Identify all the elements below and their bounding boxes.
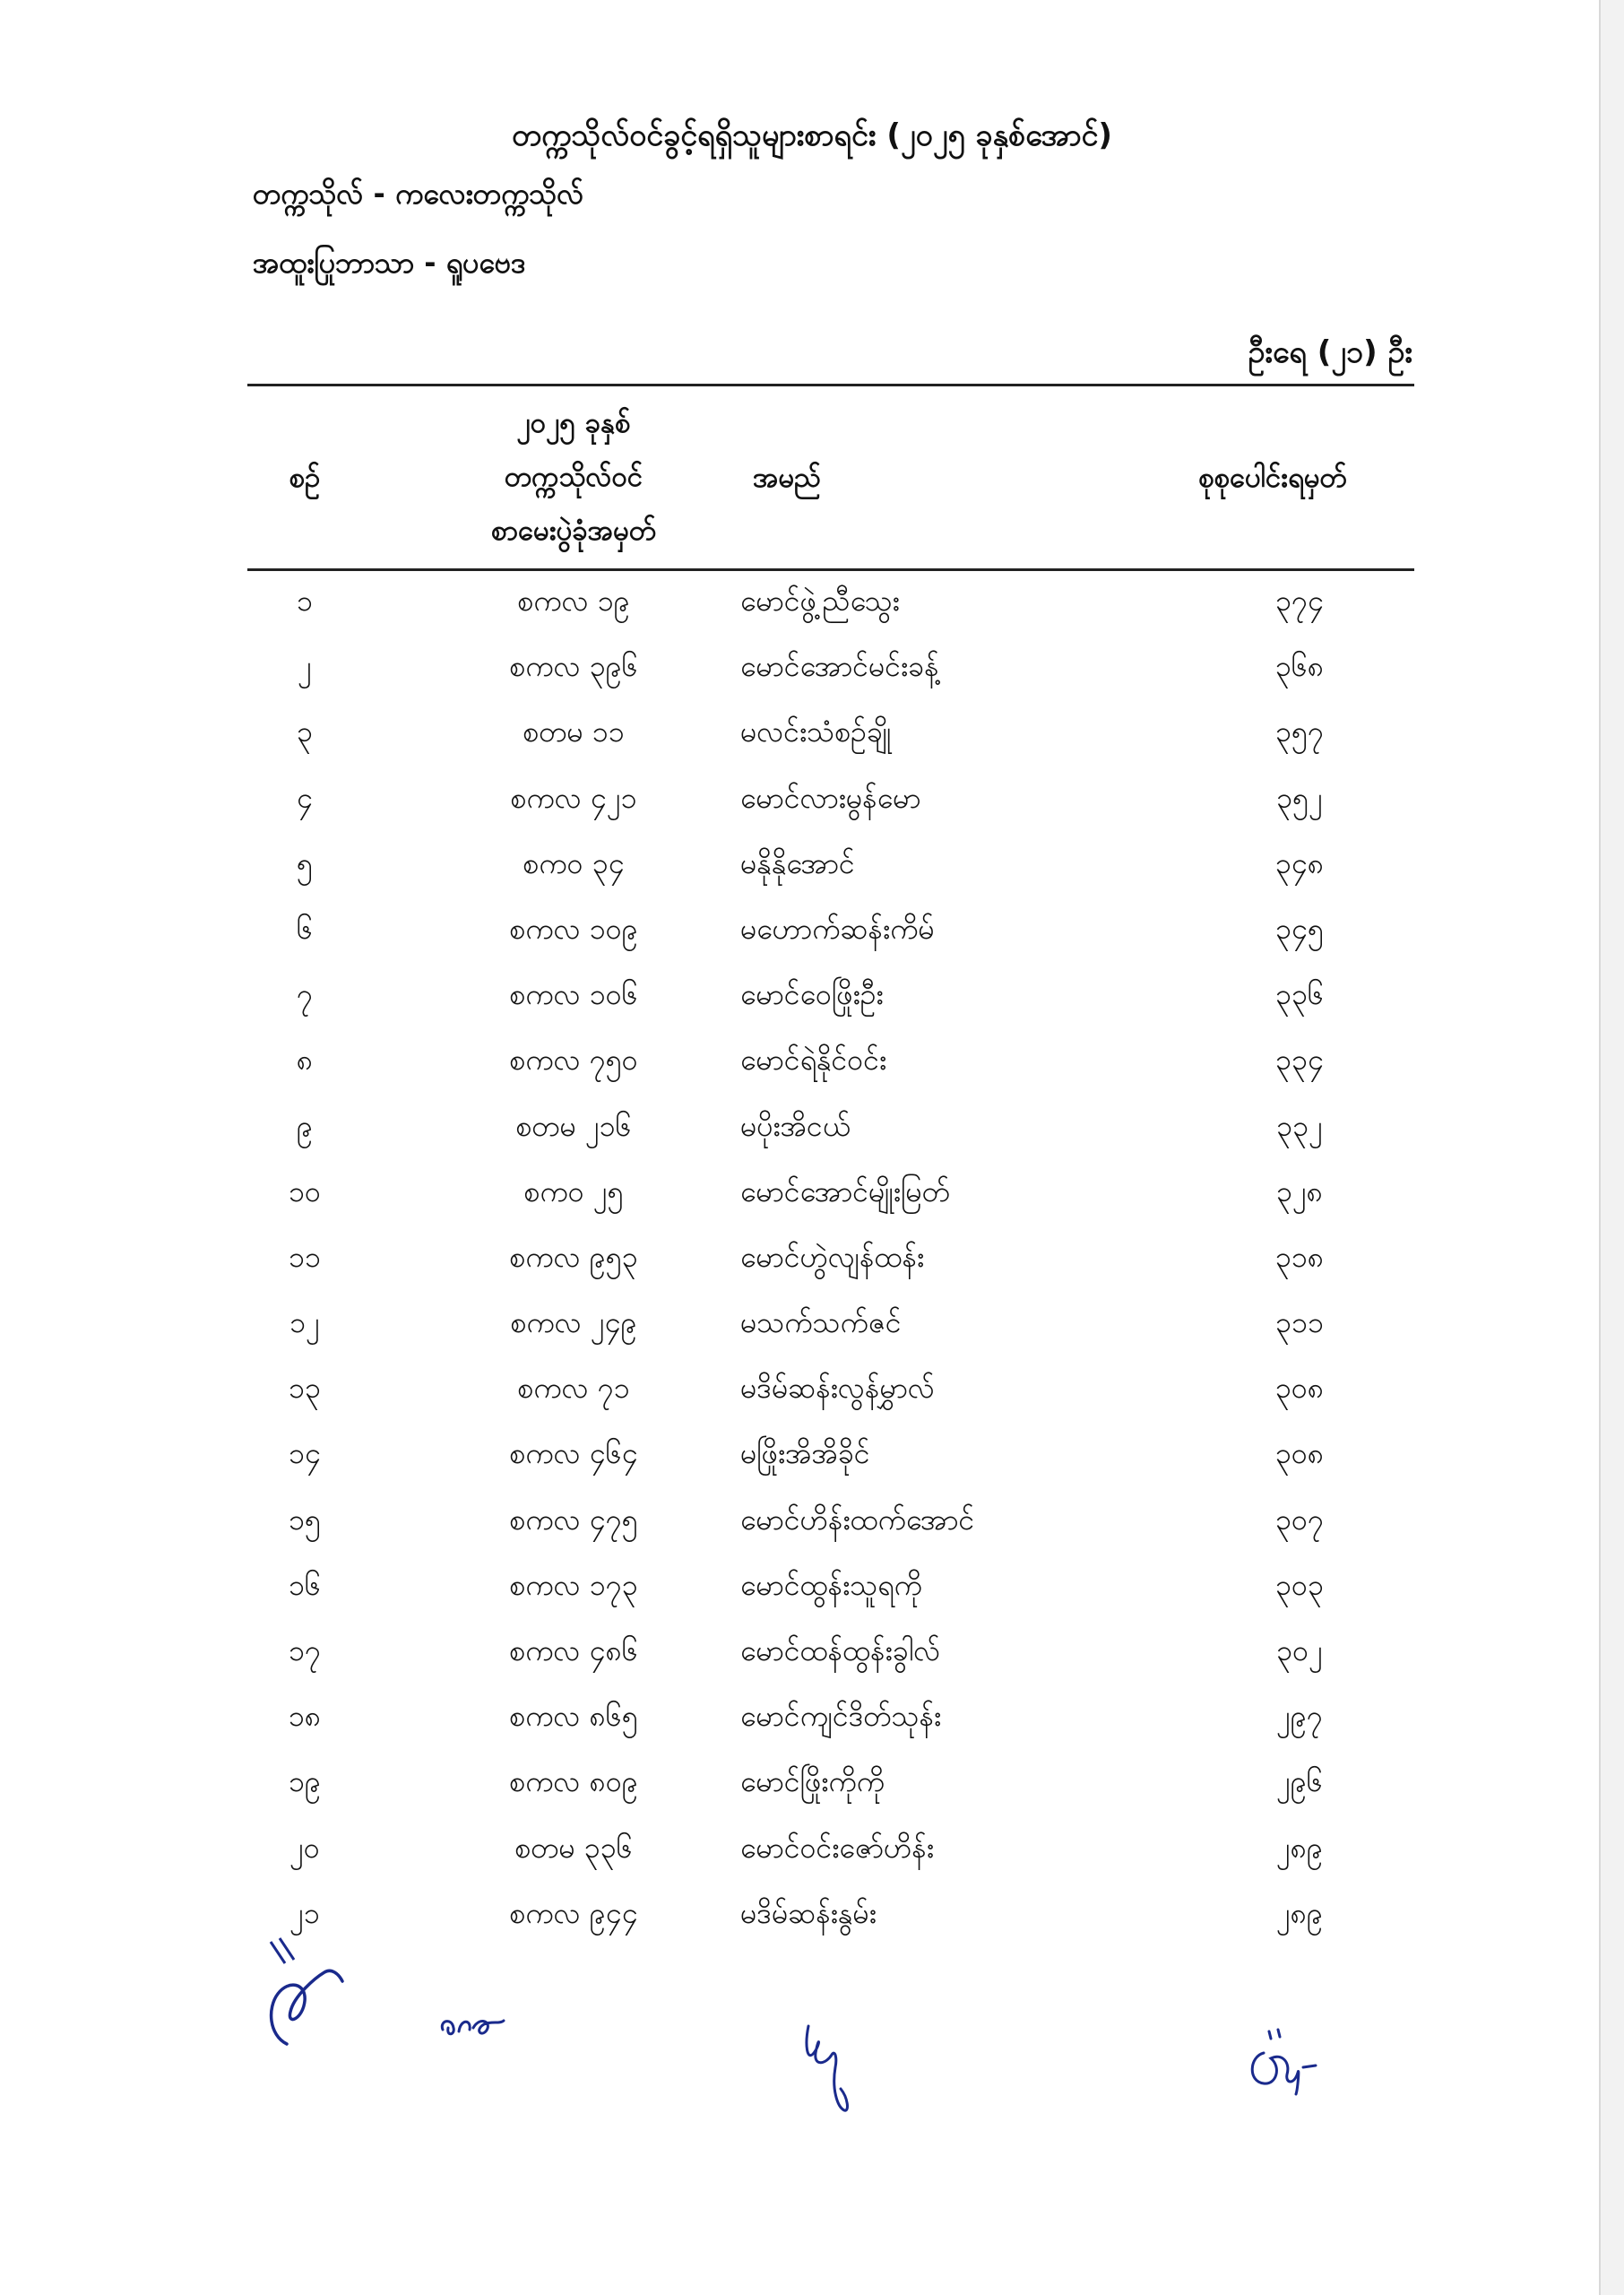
cell-marks: ၃၇၄ bbox=[1275, 584, 1324, 618]
university-line: တက္ကသိုလ် - ကလေးတက္ကသိုလ် bbox=[253, 177, 584, 211]
cell-roll: စကလ ၄၂၁ bbox=[510, 780, 637, 815]
table-row bbox=[0, 1563, 1624, 1629]
cell-roll: စကလ ၁၀၆ bbox=[509, 977, 638, 1012]
cell-marks: ၃၃၆ bbox=[1275, 977, 1324, 1012]
cell-name: မောင်အောင်မင်းခန့် bbox=[740, 649, 939, 684]
table-row bbox=[0, 907, 1624, 973]
cell-marks: ၃၃၄ bbox=[1275, 1043, 1324, 1078]
cell-roll: စတမ ၃၃၆ bbox=[514, 1830, 633, 1865]
table-row bbox=[0, 1432, 1624, 1497]
header-marks: စုစုပေါင်းရမှတ် bbox=[1198, 462, 1347, 494]
cell-name: မောင်ဝေဖြိုးဦး bbox=[740, 977, 884, 1012]
cell-no: ၁၃ bbox=[289, 1371, 321, 1406]
cell-no: ၁၀ bbox=[289, 1173, 321, 1208]
cell-roll: စကလ ၇၅၀ bbox=[509, 1043, 638, 1078]
cell-marks: ၂၈၉ bbox=[1276, 1895, 1323, 1930]
cell-roll: စကလ ၇၁ bbox=[517, 1371, 630, 1406]
subject-line: အထူးပြုဘာသာ - ရူပဗေဒ bbox=[253, 246, 526, 280]
cell-marks: ၃၆၈ bbox=[1274, 649, 1325, 684]
signature-2 bbox=[437, 2008, 509, 2044]
cell-roll: စကလ ၉၄၄ bbox=[509, 1895, 638, 1930]
table-row bbox=[0, 776, 1624, 842]
table-row bbox=[0, 1629, 1624, 1694]
cell-name: မဖြိုးအိအိခိုင် bbox=[740, 1436, 870, 1471]
cell-no: ၁၄ bbox=[289, 1436, 321, 1471]
cell-no: ၆ bbox=[297, 911, 313, 946]
cell-no: ၃ bbox=[297, 714, 313, 749]
cell-name: မောင်ရဲနိုင်ဝင်း bbox=[740, 1043, 887, 1078]
header-roll-line2: တက္ကသိုလ်ဝင် bbox=[504, 461, 644, 493]
cell-roll: စကလ ၁၀၉ bbox=[509, 911, 638, 946]
cell-no: ၇ bbox=[297, 977, 313, 1012]
table-row bbox=[0, 973, 1624, 1038]
cell-roll: စကလ ၉၅၃ bbox=[509, 1239, 638, 1274]
cell-name: မောင်ဖြိုးကိုကို bbox=[740, 1764, 885, 1799]
cell-roll: စကဝ ၃၄ bbox=[523, 845, 625, 880]
cell-no: ၈ bbox=[296, 1043, 314, 1078]
cell-marks: ၃၄၈ bbox=[1274, 845, 1325, 880]
cell-marks: ၃၀၈ bbox=[1274, 1436, 1325, 1471]
table-row bbox=[0, 1235, 1624, 1301]
cell-marks: ၃၄၅ bbox=[1275, 911, 1324, 946]
cell-name: မောင်အောင်မျိုးမြတ် bbox=[740, 1173, 950, 1208]
cell-roll: စကဝ ၂၅ bbox=[523, 1173, 624, 1208]
cell-no: ၂၁ bbox=[289, 1895, 320, 1930]
cell-no: ၁၈ bbox=[288, 1699, 322, 1734]
cell-name: မောင်ထွန်းသူရကို bbox=[740, 1567, 922, 1602]
signature-4 bbox=[1244, 2026, 1325, 2098]
cell-name: မလင်းသံစဉ်ချို bbox=[740, 714, 892, 749]
cell-no: ၁၇ bbox=[289, 1633, 321, 1667]
table-header-rule bbox=[247, 568, 1414, 571]
cell-name: မောင်ဟိန်းထက်အောင် bbox=[740, 1502, 975, 1537]
table-row bbox=[0, 1760, 1624, 1825]
cell-roll: စကလ ၂၄၉ bbox=[510, 1305, 637, 1340]
table-row bbox=[0, 1892, 1624, 1957]
table-row bbox=[0, 1104, 1624, 1170]
cell-name: မဟောက်ဆန်းကိမ် bbox=[740, 911, 935, 946]
cell-roll: စကလ ၄၆၄ bbox=[509, 1436, 638, 1471]
cell-no: ၂ bbox=[298, 649, 312, 684]
cell-marks: ၂၉၇ bbox=[1276, 1699, 1323, 1734]
cell-marks: ၃၁၈ bbox=[1274, 1239, 1325, 1274]
cell-no: ၁၂ bbox=[289, 1305, 320, 1340]
table-body bbox=[0, 579, 1624, 1957]
cell-name: မသက်သက်ဇင် bbox=[740, 1305, 902, 1340]
cell-roll: စကလ ၄၈၆ bbox=[509, 1633, 638, 1667]
table-row bbox=[0, 1170, 1624, 1235]
cell-name: မောင်ဟွဲလျန်ထန်း bbox=[740, 1239, 925, 1274]
cell-no: ၁ bbox=[297, 584, 313, 618]
document-title: တက္ကသိုလ်ဝင်ခွင့်ရရှိသူများစာရင်း (၂၀၂၅ ခုနှစ်အောင်) bbox=[512, 117, 1112, 153]
table-row bbox=[0, 1366, 1624, 1432]
cell-name: မောင်ဝင်းဇော်ဟိန်း bbox=[740, 1830, 934, 1865]
table-row bbox=[0, 1301, 1624, 1366]
cell-marks: ၃၀၂ bbox=[1276, 1633, 1323, 1667]
cell-roll: စကလ ၈၀၉ bbox=[509, 1764, 638, 1799]
cell-name: မောင်ဖွဲ့ညီသွေး bbox=[740, 584, 900, 618]
cell-no: ၁၉ bbox=[289, 1764, 321, 1799]
student-count: ဦးရေ (၂၁) ဦး bbox=[1248, 334, 1412, 370]
table-top-rule bbox=[247, 384, 1414, 386]
cell-marks: ၃၅၂ bbox=[1276, 780, 1323, 815]
table-row bbox=[0, 1694, 1624, 1760]
cell-roll: စကလ ၁၇၃ bbox=[509, 1567, 638, 1602]
table-row bbox=[0, 1826, 1624, 1892]
cell-no: ၄ bbox=[297, 780, 313, 815]
cell-marks: ၃၀၃ bbox=[1275, 1567, 1324, 1602]
table-row bbox=[0, 842, 1624, 907]
cell-name: မဒိမ်ဆန်းနွမ်း bbox=[740, 1895, 877, 1930]
table-row bbox=[0, 645, 1624, 710]
header-roll-line3: စာမေးပွဲခုံအမှတ် bbox=[490, 515, 657, 547]
cell-no: ၅ bbox=[297, 845, 313, 880]
cell-no: ၁၁ bbox=[289, 1239, 321, 1274]
cell-marks: ၃၃၂ bbox=[1276, 1108, 1323, 1143]
cell-no: ၂၀ bbox=[289, 1830, 320, 1865]
cell-name: မောင်ထန်ထွန်းခွါလ် bbox=[740, 1633, 941, 1667]
header-name: အမည် bbox=[753, 462, 822, 494]
cell-marks: ၃၁၁ bbox=[1275, 1305, 1324, 1340]
cell-no: ၁၆ bbox=[289, 1567, 321, 1602]
header-roll-line1: ၂၀၂၅ ခုနှစ် bbox=[516, 407, 631, 439]
cell-name: မဒိမ်ဆန်းလွန်မွှာလ် bbox=[740, 1371, 935, 1406]
cell-no: ၉ bbox=[297, 1108, 313, 1143]
cell-no: ၁၅ bbox=[289, 1502, 321, 1537]
table-row bbox=[0, 1038, 1624, 1104]
cell-roll: စတမ ၂၁၆ bbox=[515, 1108, 632, 1143]
cell-marks: ၂၉၆ bbox=[1276, 1764, 1323, 1799]
cell-name: မောင်လားမွန်မော bbox=[740, 780, 921, 815]
table-row bbox=[0, 579, 1624, 645]
cell-roll: စကလ ၄၇၅ bbox=[509, 1502, 638, 1537]
cell-roll: စကလ ၃၉၆ bbox=[509, 649, 638, 684]
cell-name: မပိုးအိငယ် bbox=[740, 1108, 851, 1143]
table-row bbox=[0, 1498, 1624, 1563]
header-no: စဉ် bbox=[289, 462, 321, 494]
signature-1 bbox=[260, 1936, 358, 2053]
cell-roll: စကလ ၈၆၅ bbox=[509, 1699, 638, 1734]
cell-roll: စတမ ၁၁ bbox=[523, 714, 625, 749]
cell-marks: ၃၀၇ bbox=[1275, 1502, 1324, 1537]
cell-name: မောင်ကျင်ဒိတ်သုန်း bbox=[740, 1699, 942, 1734]
cell-marks: ၃၀၈ bbox=[1274, 1371, 1325, 1406]
header-roll-number bbox=[412, 396, 735, 558]
signature-3 bbox=[796, 2017, 868, 2116]
cell-marks: ၃၂၈ bbox=[1276, 1173, 1323, 1208]
cell-marks: ၂၈၉ bbox=[1276, 1830, 1323, 1865]
cell-marks: ၃၅၇ bbox=[1275, 714, 1324, 749]
cell-roll: စကလ ၁၉ bbox=[517, 584, 630, 618]
cell-name: မနိုနိုအောင် bbox=[740, 845, 855, 880]
table-row bbox=[0, 710, 1624, 775]
